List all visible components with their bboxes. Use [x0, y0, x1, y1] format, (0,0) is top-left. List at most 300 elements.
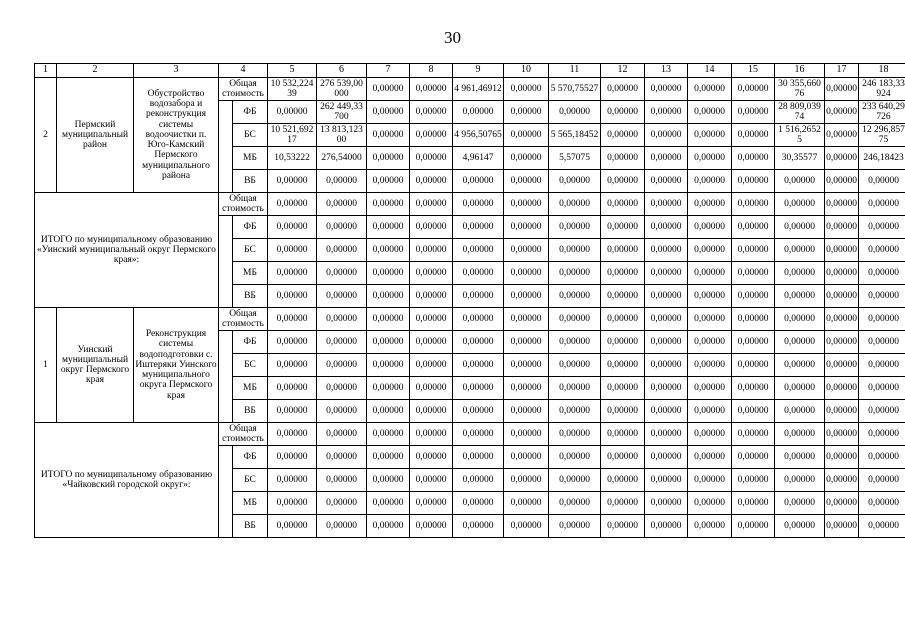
- value-cell: 0,00000: [732, 147, 775, 170]
- value-cell: 0,00000: [775, 469, 825, 492]
- column-number: 1: [35, 64, 57, 78]
- value-cell: 0,00000: [549, 492, 601, 515]
- value-cell: 0,00000: [645, 216, 688, 239]
- value-cell: 0,00000: [504, 147, 549, 170]
- value-cell: 0,00000: [367, 78, 410, 101]
- value-cell: 0,00000: [367, 308, 410, 331]
- value-cell: 0,00000: [367, 216, 410, 239]
- value-cell: 0,00000: [859, 492, 905, 515]
- row-number: 1: [35, 308, 57, 423]
- value-cell: 0,00000: [268, 285, 317, 308]
- column-number: 7: [367, 64, 410, 78]
- value-cell: 0,00000: [504, 400, 549, 423]
- value-cell: 0,00000: [601, 78, 645, 101]
- value-cell: 0,00000: [453, 308, 504, 331]
- value-cell: 0,00000: [688, 331, 732, 354]
- value-cell: 0,00000: [410, 308, 453, 331]
- value-cell: 10,53222: [268, 147, 317, 170]
- column-number: 18: [859, 64, 905, 78]
- value-cell: 0,00000: [775, 423, 825, 446]
- value-cell: 0,00000: [601, 492, 645, 515]
- value-cell: 0,00000: [317, 331, 367, 354]
- value-cell: 0,00000: [601, 377, 645, 400]
- column-number: 9: [453, 64, 504, 78]
- value-cell: 0,00000: [367, 147, 410, 170]
- value-cell: 0,00000: [317, 400, 367, 423]
- value-cell: 0,00000: [645, 262, 688, 285]
- value-cell: 0,00000: [601, 469, 645, 492]
- value-cell: 276,54000: [317, 147, 367, 170]
- value-cell: 0,00000: [317, 262, 367, 285]
- value-cell: 0,00000: [645, 492, 688, 515]
- value-cell: 0,00000: [410, 423, 453, 446]
- value-cell: 246,18423: [859, 147, 905, 170]
- value-cell: 0,00000: [732, 515, 775, 538]
- table-row: [35, 78, 905, 101]
- value-cell: 0,00000: [775, 285, 825, 308]
- value-cell: 0,00000: [317, 170, 367, 193]
- funding-source-label: ФБ: [233, 101, 268, 124]
- total-cost-label: Общая стоимость: [219, 423, 268, 446]
- value-cell: 0,00000: [688, 262, 732, 285]
- value-cell: 0,00000: [268, 239, 317, 262]
- value-cell: 0,00000: [367, 377, 410, 400]
- value-cell: 0,00000: [775, 193, 825, 216]
- value-cell: 0,00000: [688, 469, 732, 492]
- page-number: 30: [444, 28, 461, 47]
- value-cell: 0,00000: [367, 354, 410, 377]
- value-cell: 0,00000: [688, 124, 732, 147]
- value-cell: 0,00000: [453, 216, 504, 239]
- value-cell: 0,00000: [317, 193, 367, 216]
- value-cell: 0,00000: [645, 515, 688, 538]
- value-cell: 0,00000: [367, 101, 410, 124]
- value-cell: 0,00000: [453, 354, 504, 377]
- value-cell: 0,00000: [732, 423, 775, 446]
- value-cell: 0,00000: [688, 101, 732, 124]
- value-cell: 0,00000: [268, 193, 317, 216]
- value-cell: 0,00000: [688, 147, 732, 170]
- value-cell: 0,00000: [453, 377, 504, 400]
- value-cell: 0,00000: [410, 147, 453, 170]
- value-cell: 0,00000: [549, 331, 601, 354]
- value-cell: 0,00000: [504, 492, 549, 515]
- value-cell: 246 183,33924: [859, 78, 905, 101]
- value-cell: 0,00000: [410, 354, 453, 377]
- value-cell: 0,00000: [645, 308, 688, 331]
- value-cell: 0,00000: [775, 239, 825, 262]
- value-cell: 0,00000: [825, 239, 859, 262]
- value-cell: 0,00000: [732, 308, 775, 331]
- value-cell: 0,00000: [453, 262, 504, 285]
- value-cell: 0,00000: [645, 400, 688, 423]
- value-cell: 0,00000: [410, 492, 453, 515]
- value-cell: 0,00000: [825, 78, 859, 101]
- value-cell: 0,00000: [775, 262, 825, 285]
- value-cell: 0,00000: [549, 446, 601, 469]
- value-cell: 0,00000: [825, 101, 859, 124]
- column-number: 15: [732, 64, 775, 78]
- value-cell: 0,00000: [268, 216, 317, 239]
- value-cell: 0,00000: [453, 400, 504, 423]
- value-cell: 0,00000: [410, 331, 453, 354]
- budget-table: [34, 63, 905, 538]
- value-cell: 0,00000: [688, 285, 732, 308]
- value-cell: 12 296,85775: [859, 124, 905, 147]
- value-cell: 0,00000: [453, 469, 504, 492]
- value-cell: 0,00000: [688, 377, 732, 400]
- value-cell: 0,00000: [859, 446, 905, 469]
- value-cell: 0,00000: [549, 193, 601, 216]
- value-cell: 0,00000: [504, 101, 549, 124]
- value-cell: 0,00000: [317, 216, 367, 239]
- value-cell: 0,00000: [367, 469, 410, 492]
- column-number: 6: [317, 64, 367, 78]
- value-cell: 5 565,18452: [549, 124, 601, 147]
- value-cell: 0,00000: [601, 423, 645, 446]
- value-cell: 0,00000: [688, 216, 732, 239]
- value-cell: 0,00000: [504, 193, 549, 216]
- value-cell: 0,00000: [825, 216, 859, 239]
- municipality-name: Пермский муниципальный район: [57, 78, 134, 193]
- value-cell: 0,00000: [410, 400, 453, 423]
- value-cell: 0,00000: [410, 216, 453, 239]
- value-cell: 0,00000: [859, 193, 905, 216]
- value-cell: 0,00000: [645, 331, 688, 354]
- column-number: 17: [825, 64, 859, 78]
- value-cell: 233 640,29726: [859, 101, 905, 124]
- value-cell: 10 532,22439: [268, 78, 317, 101]
- funding-source-label: ФБ: [233, 331, 268, 354]
- value-cell: 0,00000: [317, 377, 367, 400]
- value-cell: 0,00000: [601, 170, 645, 193]
- total-cost-label: Общая стоимость: [219, 193, 268, 216]
- value-cell: 0,00000: [453, 446, 504, 469]
- value-cell: 0,00000: [732, 170, 775, 193]
- value-cell: 0,00000: [504, 377, 549, 400]
- value-cell: 0,00000: [859, 239, 905, 262]
- funding-source-label: ФБ: [233, 216, 268, 239]
- value-cell: 0,00000: [601, 285, 645, 308]
- value-cell: 0,00000: [601, 331, 645, 354]
- value-cell: 0,00000: [549, 262, 601, 285]
- value-cell: 0,00000: [732, 78, 775, 101]
- value-cell: 0,00000: [601, 262, 645, 285]
- value-cell: 0,00000: [317, 308, 367, 331]
- value-cell: 0,00000: [410, 170, 453, 193]
- value-cell: 0,00000: [504, 308, 549, 331]
- value-cell: 0,00000: [549, 308, 601, 331]
- value-cell: 0,00000: [645, 239, 688, 262]
- value-cell: 0,00000: [504, 262, 549, 285]
- value-cell: 0,00000: [688, 446, 732, 469]
- column-number: 10: [504, 64, 549, 78]
- table-row: [35, 423, 905, 446]
- value-cell: 4,96147: [453, 147, 504, 170]
- funding-source-label: МБ: [233, 147, 268, 170]
- project-name: Обустройство водозабора и реконструкция системы водоочистки п. Юго-Камский Пермского муниципального района: [134, 78, 219, 193]
- value-cell: 0,00000: [268, 469, 317, 492]
- value-cell: 0,00000: [453, 331, 504, 354]
- value-cell: 0,00000: [859, 400, 905, 423]
- value-cell: 0,00000: [825, 308, 859, 331]
- value-cell: 0,00000: [410, 469, 453, 492]
- value-cell: 0,00000: [601, 354, 645, 377]
- value-cell: 0,00000: [317, 446, 367, 469]
- value-cell: 30 355,66076: [775, 78, 825, 101]
- value-cell: 0,00000: [549, 101, 601, 124]
- value-cell: 0,00000: [317, 354, 367, 377]
- value-cell: 0,00000: [825, 469, 859, 492]
- value-cell: 0,00000: [732, 331, 775, 354]
- value-cell: 30,35577: [775, 147, 825, 170]
- column-number: 12: [601, 64, 645, 78]
- value-cell: 0,00000: [859, 469, 905, 492]
- total-title: ИТОГО по муниципальному образованию «Чайковский городской округ»:: [35, 423, 219, 538]
- value-cell: 0,00000: [367, 170, 410, 193]
- table-row: [35, 193, 905, 216]
- value-cell: 0,00000: [732, 124, 775, 147]
- value-cell: 0,00000: [859, 331, 905, 354]
- value-cell: 0,00000: [859, 377, 905, 400]
- value-cell: 0,00000: [453, 101, 504, 124]
- value-cell: 0,00000: [775, 331, 825, 354]
- value-cell: 0,00000: [732, 354, 775, 377]
- value-cell: 0,00000: [775, 492, 825, 515]
- value-cell: 0,00000: [453, 170, 504, 193]
- value-cell: 0,00000: [317, 515, 367, 538]
- value-cell: 0,00000: [859, 423, 905, 446]
- funding-source-label: БС: [233, 354, 268, 377]
- value-cell: 0,00000: [825, 285, 859, 308]
- value-cell: 10 521,69217: [268, 124, 317, 147]
- project-name: Реконструкция системы водоподготовки с. Иштеряки Уинского муниципального округа Пермского края: [134, 308, 219, 423]
- value-cell: 5 570,75527: [549, 78, 601, 101]
- value-cell: 0,00000: [317, 239, 367, 262]
- including-label: [219, 446, 233, 538]
- value-cell: 0,00000: [367, 124, 410, 147]
- table-row: [35, 308, 905, 331]
- total-cost-label: Общая стоимость: [219, 308, 268, 331]
- value-cell: 4 961,46912: [453, 78, 504, 101]
- value-cell: 0,00000: [732, 400, 775, 423]
- value-cell: 0,00000: [645, 446, 688, 469]
- value-cell: 0,00000: [601, 515, 645, 538]
- column-number: 13: [645, 64, 688, 78]
- value-cell: 0,00000: [825, 446, 859, 469]
- value-cell: 0,00000: [268, 400, 317, 423]
- value-cell: 0,00000: [825, 170, 859, 193]
- column-number: 8: [410, 64, 453, 78]
- value-cell: 0,00000: [825, 515, 859, 538]
- value-cell: 0,00000: [688, 400, 732, 423]
- value-cell: 0,00000: [410, 193, 453, 216]
- value-cell: 0,00000: [859, 262, 905, 285]
- value-cell: 0,00000: [601, 308, 645, 331]
- municipality-name: Уинский муниципальный округ Пермского края: [57, 308, 134, 423]
- value-cell: 4 956,50765: [453, 124, 504, 147]
- value-cell: 0,00000: [645, 469, 688, 492]
- value-cell: 0,00000: [268, 170, 317, 193]
- value-cell: 0,00000: [859, 285, 905, 308]
- value-cell: 0,00000: [645, 101, 688, 124]
- value-cell: 0,00000: [732, 262, 775, 285]
- value-cell: 0,00000: [549, 400, 601, 423]
- value-cell: 0,00000: [268, 262, 317, 285]
- value-cell: 0,00000: [549, 515, 601, 538]
- funding-source-label: МБ: [233, 377, 268, 400]
- value-cell: 0,00000: [775, 377, 825, 400]
- value-cell: 0,00000: [367, 239, 410, 262]
- value-cell: 0,00000: [549, 285, 601, 308]
- value-cell: 0,00000: [825, 400, 859, 423]
- value-cell: 0,00000: [732, 469, 775, 492]
- value-cell: 0,00000: [453, 515, 504, 538]
- value-cell: 0,00000: [268, 377, 317, 400]
- value-cell: 0,00000: [688, 492, 732, 515]
- funding-source-label: ВБ: [233, 170, 268, 193]
- value-cell: 0,00000: [825, 377, 859, 400]
- value-cell: 0,00000: [859, 216, 905, 239]
- value-cell: 0,00000: [775, 308, 825, 331]
- value-cell: 276 539,00000: [317, 78, 367, 101]
- value-cell: 0,00000: [317, 423, 367, 446]
- value-cell: 28 809,03974: [775, 101, 825, 124]
- value-cell: 0,00000: [688, 239, 732, 262]
- funding-source-label: МБ: [233, 492, 268, 515]
- value-cell: 0,00000: [317, 469, 367, 492]
- value-cell: 0,00000: [504, 515, 549, 538]
- value-cell: 0,00000: [549, 170, 601, 193]
- value-cell: 0,00000: [601, 239, 645, 262]
- value-cell: 0,00000: [688, 308, 732, 331]
- value-cell: 0,00000: [504, 239, 549, 262]
- value-cell: 0,00000: [504, 446, 549, 469]
- column-number: 3: [134, 64, 219, 78]
- value-cell: 0,00000: [453, 285, 504, 308]
- value-cell: 0,00000: [775, 216, 825, 239]
- value-cell: 0,00000: [688, 354, 732, 377]
- value-cell: 0,00000: [688, 193, 732, 216]
- including-label: [219, 101, 233, 193]
- value-cell: 0,00000: [268, 446, 317, 469]
- row-number: 2: [35, 78, 57, 193]
- column-number: 4: [219, 64, 268, 78]
- funding-source-label: ВБ: [233, 515, 268, 538]
- value-cell: 0,00000: [367, 423, 410, 446]
- value-cell: 0,00000: [504, 354, 549, 377]
- value-cell: 0,00000: [732, 239, 775, 262]
- value-cell: 262 449,33700: [317, 101, 367, 124]
- funding-source-label: БС: [233, 469, 268, 492]
- value-cell: 0,00000: [549, 377, 601, 400]
- value-cell: 0,00000: [688, 170, 732, 193]
- value-cell: 0,00000: [859, 515, 905, 538]
- value-cell: 0,00000: [645, 170, 688, 193]
- value-cell: 0,00000: [268, 101, 317, 124]
- value-cell: 0,00000: [645, 423, 688, 446]
- funding-source-label: ВБ: [233, 400, 268, 423]
- value-cell: 0,00000: [317, 285, 367, 308]
- value-cell: 0,00000: [268, 492, 317, 515]
- value-cell: 0,00000: [504, 331, 549, 354]
- value-cell: 0,00000: [645, 377, 688, 400]
- value-cell: 0,00000: [410, 377, 453, 400]
- including-label: [219, 331, 233, 423]
- column-number-row: [35, 64, 905, 78]
- value-cell: 0,00000: [601, 400, 645, 423]
- value-cell: 0,00000: [825, 147, 859, 170]
- value-cell: 0,00000: [775, 170, 825, 193]
- value-cell: 0,00000: [367, 193, 410, 216]
- value-cell: 0,00000: [688, 78, 732, 101]
- value-cell: 0,00000: [645, 147, 688, 170]
- value-cell: 0,00000: [825, 492, 859, 515]
- value-cell: 0,00000: [825, 423, 859, 446]
- value-cell: 0,00000: [268, 423, 317, 446]
- value-cell: 0,00000: [549, 469, 601, 492]
- value-cell: 0,00000: [859, 170, 905, 193]
- value-cell: 0,00000: [504, 469, 549, 492]
- value-cell: 0,00000: [549, 423, 601, 446]
- value-cell: 0,00000: [825, 331, 859, 354]
- value-cell: 0,00000: [504, 285, 549, 308]
- value-cell: 0,00000: [367, 285, 410, 308]
- value-cell: 0,00000: [645, 285, 688, 308]
- value-cell: 0,00000: [268, 354, 317, 377]
- value-cell: 0,00000: [645, 124, 688, 147]
- value-cell: 0,00000: [410, 515, 453, 538]
- value-cell: 0,00000: [367, 262, 410, 285]
- value-cell: 0,00000: [453, 239, 504, 262]
- value-cell: 0,00000: [859, 308, 905, 331]
- value-cell: 0,00000: [410, 78, 453, 101]
- value-cell: 0,00000: [504, 78, 549, 101]
- value-cell: 0,00000: [317, 492, 367, 515]
- value-cell: 0,00000: [601, 124, 645, 147]
- value-cell: 0,00000: [732, 101, 775, 124]
- value-cell: 0,00000: [268, 308, 317, 331]
- value-cell: 0,00000: [367, 331, 410, 354]
- funding-source-label: МБ: [233, 262, 268, 285]
- funding-source-label: ФБ: [233, 446, 268, 469]
- value-cell: 0,00000: [410, 239, 453, 262]
- value-cell: 0,00000: [859, 354, 905, 377]
- value-cell: 0,00000: [504, 216, 549, 239]
- value-cell: 0,00000: [453, 193, 504, 216]
- value-cell: 0,00000: [549, 239, 601, 262]
- column-number: 11: [549, 64, 601, 78]
- value-cell: 0,00000: [453, 492, 504, 515]
- value-cell: 0,00000: [645, 354, 688, 377]
- value-cell: 0,00000: [688, 515, 732, 538]
- value-cell: 0,00000: [549, 216, 601, 239]
- value-cell: 0,00000: [601, 193, 645, 216]
- value-cell: 0,00000: [732, 193, 775, 216]
- column-number: 16: [775, 64, 825, 78]
- value-cell: 0,00000: [732, 216, 775, 239]
- value-cell: 5,57075: [549, 147, 601, 170]
- value-cell: 0,00000: [504, 170, 549, 193]
- value-cell: 0,00000: [645, 193, 688, 216]
- value-cell: 0,00000: [645, 78, 688, 101]
- value-cell: 0,00000: [601, 101, 645, 124]
- value-cell: 0,00000: [825, 193, 859, 216]
- value-cell: 0,00000: [601, 446, 645, 469]
- value-cell: 0,00000: [775, 400, 825, 423]
- value-cell: 0,00000: [732, 446, 775, 469]
- value-cell: 0,00000: [367, 492, 410, 515]
